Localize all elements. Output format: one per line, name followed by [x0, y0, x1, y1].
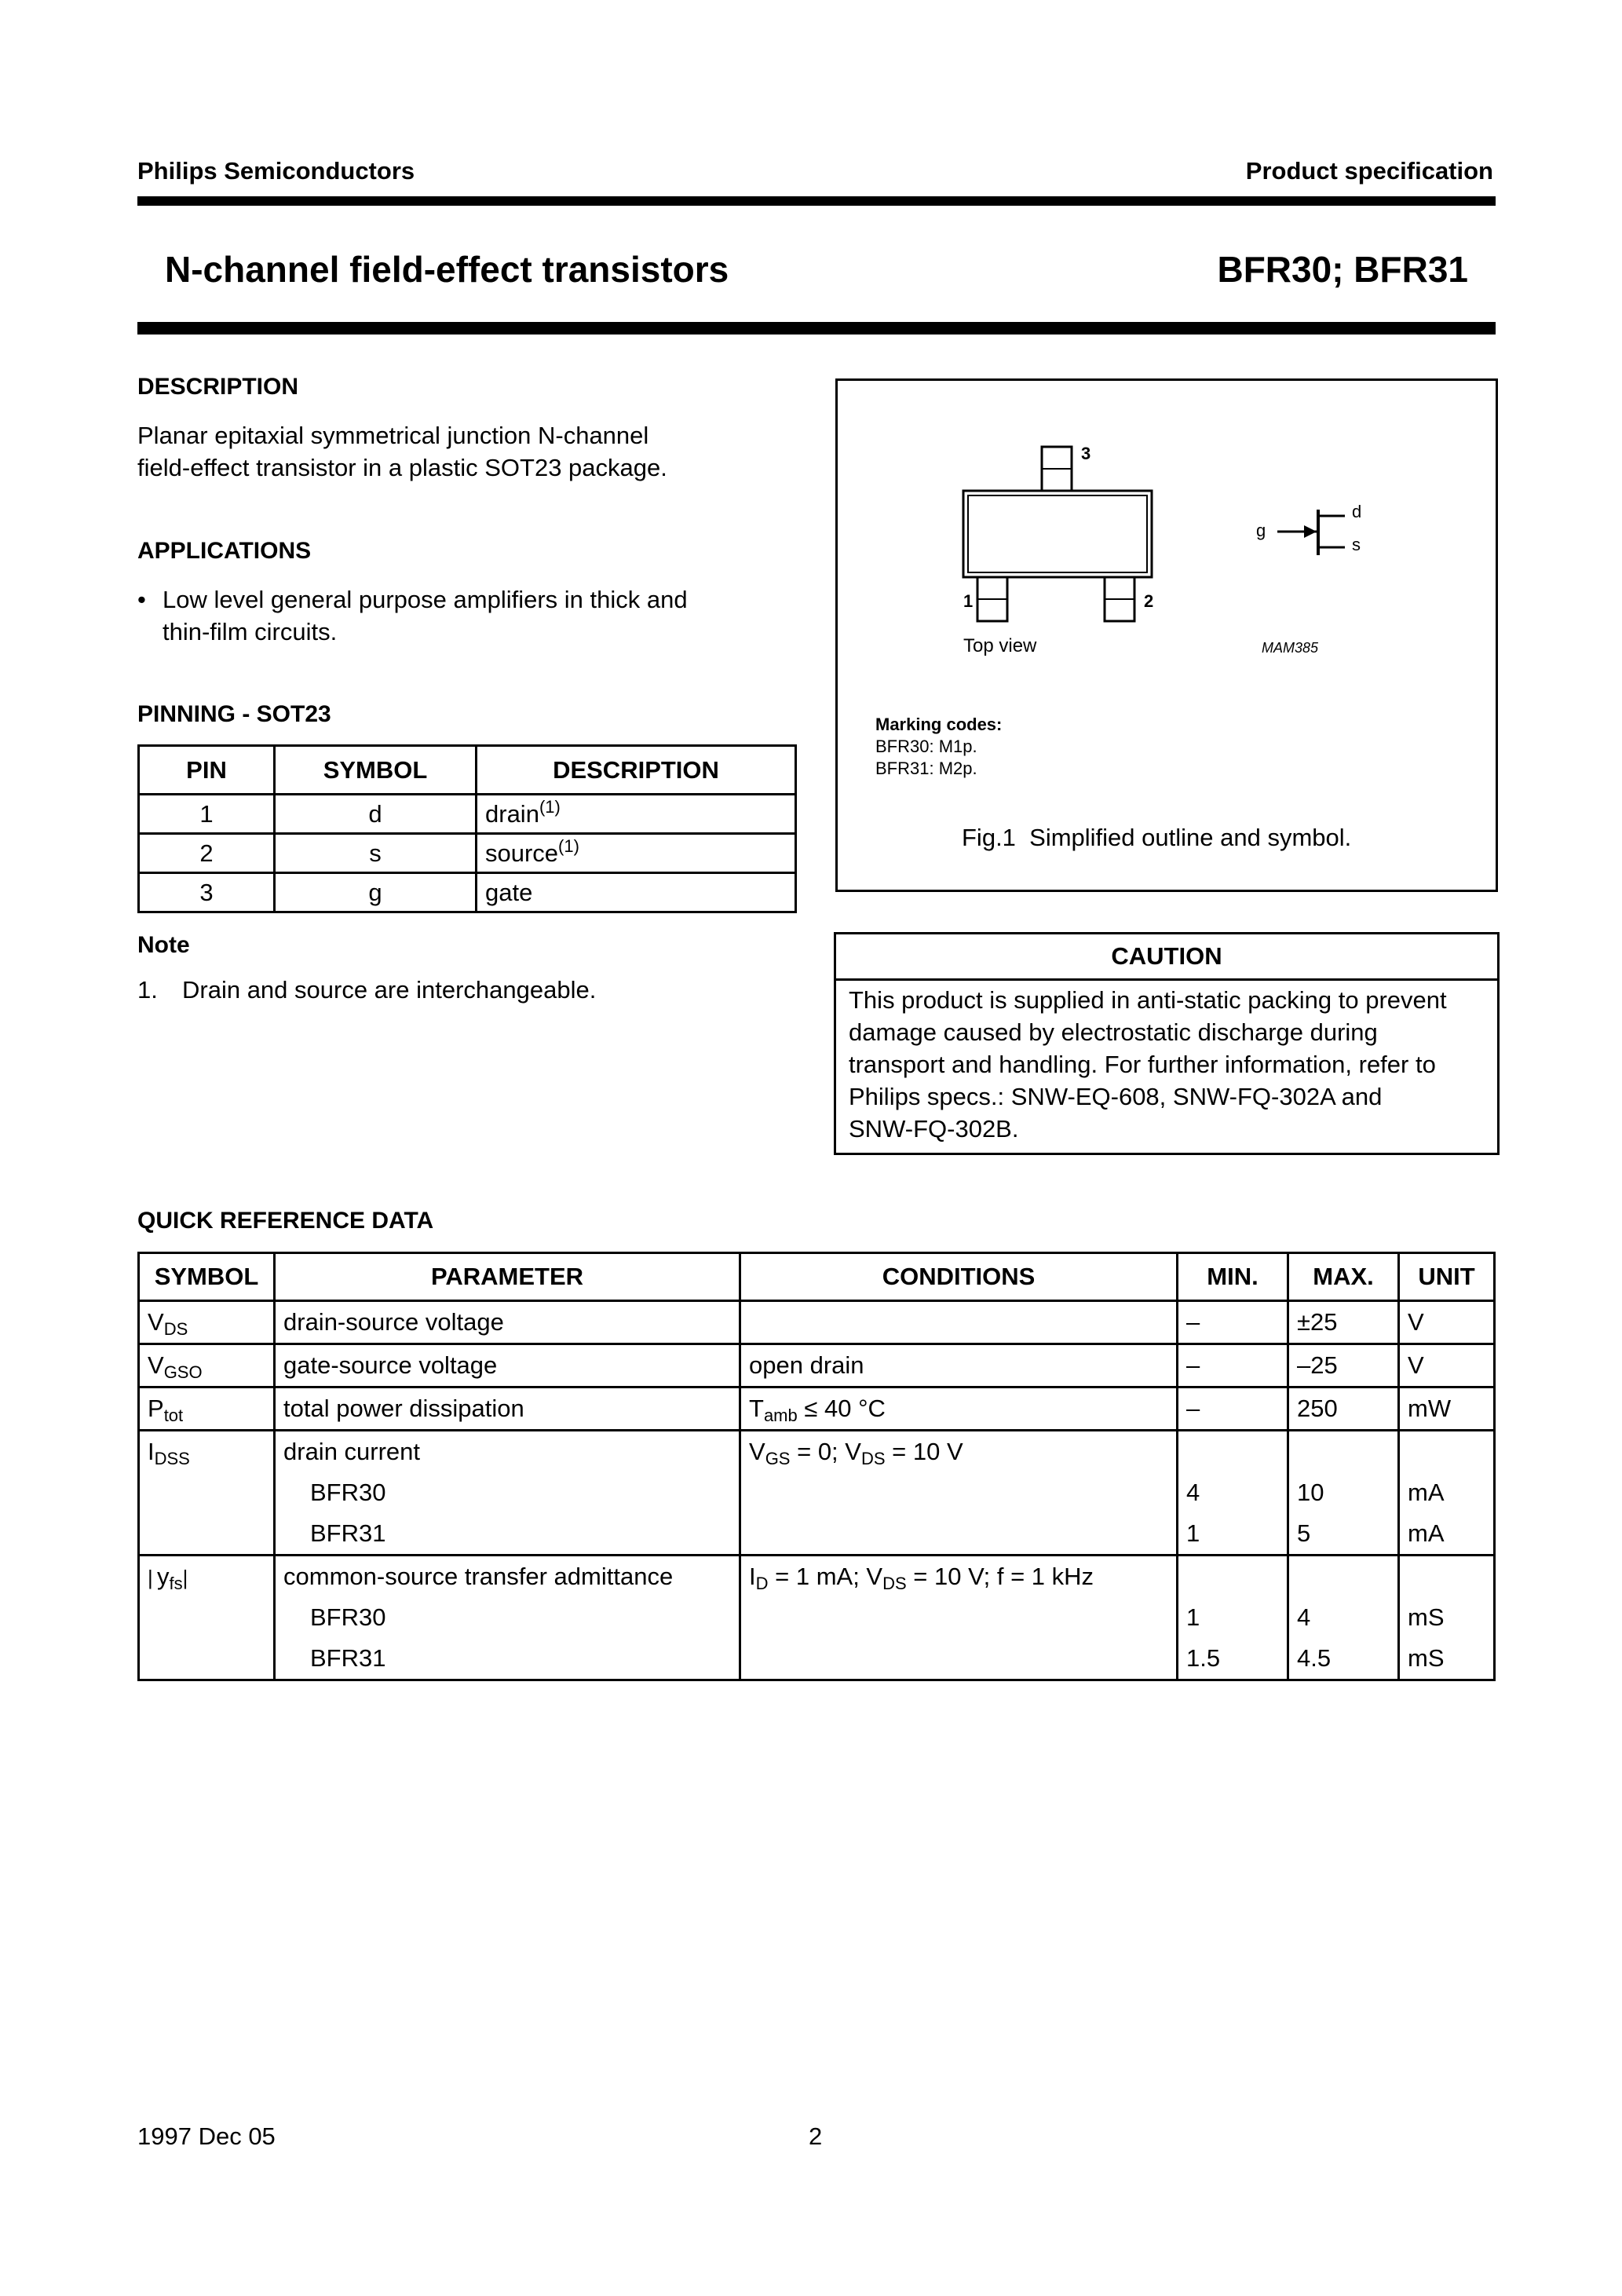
min-value: 1.5	[1186, 1644, 1221, 1672]
min-cell: –	[1178, 1387, 1288, 1431]
column-header: PARAMETER	[275, 1253, 740, 1301]
page-number: 2	[809, 2122, 823, 2150]
pinning-heading: PINNING - SOT23	[137, 701, 331, 727]
column-header: SYMBOL	[139, 1253, 275, 1301]
symbol-cell: g	[275, 873, 477, 912]
cond-text: V	[749, 1438, 765, 1465]
caution-line: SNW-FQ-302B.	[849, 1115, 1019, 1143]
desc-cell: gate	[477, 873, 796, 912]
min-cell	[1178, 1556, 1288, 1680]
marking-heading: Marking codes:	[875, 715, 1003, 734]
description-line: Planar epitaxial symmetrical junction N-channel	[137, 422, 649, 449]
max-cell: 250	[1288, 1387, 1399, 1431]
min-value: 1	[1186, 1603, 1200, 1631]
symbol-main: I	[148, 1438, 155, 1465]
min-cell: –	[1178, 1344, 1288, 1387]
unit-cell: V	[1399, 1301, 1495, 1344]
table-row	[139, 1344, 1495, 1387]
caution-line: damage caused by electrostatic discharge during	[849, 1018, 1378, 1046]
applications-line: thin-film circuits.	[163, 618, 338, 645]
max-cell	[1288, 1556, 1399, 1680]
variant-label: BFR31	[310, 1644, 386, 1672]
desc-cell	[477, 795, 796, 834]
table-row	[139, 1387, 1495, 1431]
caution-line: This product is supplied in anti-static packing to prevent	[849, 986, 1447, 1014]
column-header: PIN	[139, 746, 275, 795]
desc-cell	[477, 834, 796, 873]
table-row	[139, 1556, 1495, 1680]
note-heading: Note	[137, 932, 190, 958]
pin-cell: 1	[139, 795, 275, 834]
max-cell: ±25	[1288, 1301, 1399, 1344]
symbol-cell	[139, 1431, 275, 1556]
note-number: 1.	[137, 976, 158, 1004]
table-header-row	[139, 746, 796, 795]
symbol-sub: tot	[163, 1406, 184, 1425]
bullet-icon: •	[137, 586, 146, 613]
unit-cell	[1399, 1556, 1495, 1680]
column-header: CONDITIONS	[740, 1253, 1178, 1301]
table-row	[139, 834, 796, 873]
symbol-main: V	[148, 1308, 164, 1336]
min-cell: –	[1178, 1301, 1288, 1344]
unit-value: mA	[1408, 1519, 1445, 1547]
applications-text	[163, 583, 688, 648]
caution-box	[834, 932, 1500, 1155]
figure-code: MAM385	[1262, 640, 1319, 656]
doc-type: Product specification	[1245, 157, 1493, 185]
min-value: 1	[1186, 1519, 1200, 1547]
pin-cell: 3	[139, 873, 275, 912]
conditions-cell	[740, 1387, 1178, 1431]
symbol-cell	[139, 1344, 275, 1387]
table-row	[139, 795, 796, 834]
pin-cell: 2	[139, 834, 275, 873]
min-value: 4	[1186, 1479, 1200, 1506]
symbol-cell: s	[275, 834, 477, 873]
symbol-main: V	[148, 1351, 164, 1379]
max-value: 4.5	[1297, 1644, 1332, 1672]
caution-text	[836, 981, 1497, 1153]
symbol-sub: DS	[163, 1319, 188, 1339]
symbol-cell: | $y_{fs}|$	[139, 1556, 275, 1680]
conditions-cell	[740, 1301, 1178, 1344]
symbol-main: P	[148, 1395, 164, 1422]
cond-text: I	[749, 1563, 756, 1590]
description-heading: DESCRIPTION	[137, 374, 299, 400]
caution-line: transport and handling. For further information, refer to	[849, 1051, 1436, 1078]
unit-cell	[1399, 1431, 1495, 1556]
table-row	[139, 1301, 1495, 1344]
column-header: SYMBOL	[275, 746, 477, 795]
description-line: field-effect transistor in a plastic SOT23 package.	[137, 454, 667, 481]
param-text: common-source transfer admittance	[283, 1563, 674, 1590]
max-cell: –25	[1288, 1344, 1399, 1387]
pin1-label: 1	[963, 591, 974, 611]
parameter-cell: total power dissipation	[275, 1387, 740, 1431]
company-name: Philips Semiconductors	[137, 157, 415, 185]
cond-text: ≤ 40 °C	[797, 1395, 886, 1422]
param-text: drain current	[283, 1438, 421, 1465]
table-row	[139, 873, 796, 912]
pin2-label: 2	[1144, 591, 1154, 611]
column-header: DESCRIPTION	[477, 746, 796, 795]
note-ref: (1)	[539, 796, 561, 817]
cond-text: = 10 V	[885, 1438, 963, 1465]
gate-arrow-icon	[1304, 525, 1317, 538]
figure-box	[835, 378, 1498, 892]
cond-sub: DS	[882, 1574, 907, 1593]
symbol-sub: DSS	[154, 1449, 190, 1468]
parameter-cell	[275, 1431, 740, 1556]
pin3-label: 3	[1081, 444, 1091, 463]
symbol-sub: fs	[169, 1574, 183, 1593]
cond-sub: GS	[765, 1449, 791, 1468]
cond-text: T	[749, 1395, 764, 1422]
variant-label: BFR30	[310, 1479, 386, 1506]
note-text: Drain and source are interchangeable.	[182, 976, 597, 1004]
symbol-drain-label: d	[1352, 502, 1362, 521]
column-header: MIN.	[1178, 1253, 1288, 1301]
symbol-sub: GSO	[163, 1362, 203, 1382]
desc-text: source	[485, 839, 559, 867]
sot23-outline-diagram	[838, 381, 1496, 890]
table-header-row	[139, 1253, 1495, 1301]
min-cell	[1178, 1431, 1288, 1556]
marking-line: BFR31: M2p.	[875, 759, 977, 778]
desc-text: drain	[485, 799, 539, 828]
applications-heading: APPLICATIONS	[137, 538, 312, 564]
marking-codes	[875, 714, 1002, 780]
footer-date: 1997 Dec 05	[137, 2122, 276, 2150]
max-value: 10	[1297, 1479, 1324, 1506]
symbol-source-label: s	[1352, 535, 1361, 554]
parameter-cell	[275, 1556, 740, 1680]
table-row	[139, 1431, 1495, 1556]
symbol-cell	[139, 1301, 275, 1344]
title-rule	[137, 322, 1496, 335]
cond-sub: amb	[763, 1406, 798, 1425]
pinning-table	[137, 744, 797, 913]
applications-line: Low level general purpose amplifiers in thick and	[163, 586, 688, 613]
column-header: UNIT	[1399, 1253, 1495, 1301]
column-header: MAX.	[1288, 1253, 1399, 1301]
parameter-cell: drain-source voltage	[275, 1301, 740, 1344]
cond-text: = 0; V	[790, 1438, 861, 1465]
conditions-cell: open drain	[740, 1344, 1178, 1387]
unit-value: mS	[1408, 1644, 1445, 1672]
marking-line: BFR30: M1p.	[875, 737, 977, 756]
unit-value: mS	[1408, 1603, 1445, 1631]
conditions-cell	[740, 1556, 1178, 1680]
symbol-cell: d	[275, 795, 477, 834]
header-rule	[137, 196, 1496, 206]
caution-heading: CAUTION	[836, 934, 1497, 981]
symbol-main: y	[156, 1563, 170, 1590]
variant-label: BFR30	[310, 1603, 386, 1631]
max-value: 4	[1297, 1603, 1311, 1631]
parameter-cell: gate-source voltage	[275, 1344, 740, 1387]
unit-value: mA	[1408, 1479, 1445, 1506]
caution-line: Philips specs.: SNW-EQ-608, SNW-FQ-302A and	[849, 1083, 1383, 1110]
package-inner	[968, 495, 1147, 572]
figure-caption: Fig.1 Simplified outline and symbol.	[962, 824, 1352, 851]
quick-reference-table	[137, 1252, 1496, 1681]
part-numbers: BFR30; BFR31	[1217, 249, 1468, 290]
cond-text: = 10 V; f = 1 kHz	[906, 1563, 1094, 1590]
page-title: N-channel field-effect transistors	[165, 249, 729, 290]
note-ref: (1)	[558, 835, 579, 856]
cond-sub: DS	[860, 1449, 886, 1468]
unit-cell: mW	[1399, 1387, 1495, 1431]
cond-text: = 1 mA; V	[768, 1563, 883, 1590]
max-value: 5	[1297, 1519, 1311, 1547]
conditions-cell	[740, 1431, 1178, 1556]
variant-label: BFR31	[310, 1519, 386, 1547]
symbol-cell	[139, 1387, 275, 1431]
description-text	[137, 419, 667, 484]
max-cell	[1288, 1431, 1399, 1556]
unit-cell: V	[1399, 1344, 1495, 1387]
top-view-label: Top view	[963, 635, 1037, 656]
cond-sub: D	[755, 1574, 769, 1593]
qrd-heading: QUICK REFERENCE DATA	[137, 1208, 434, 1234]
symbol-gate-label: g	[1256, 521, 1266, 540]
package-body	[963, 491, 1152, 577]
